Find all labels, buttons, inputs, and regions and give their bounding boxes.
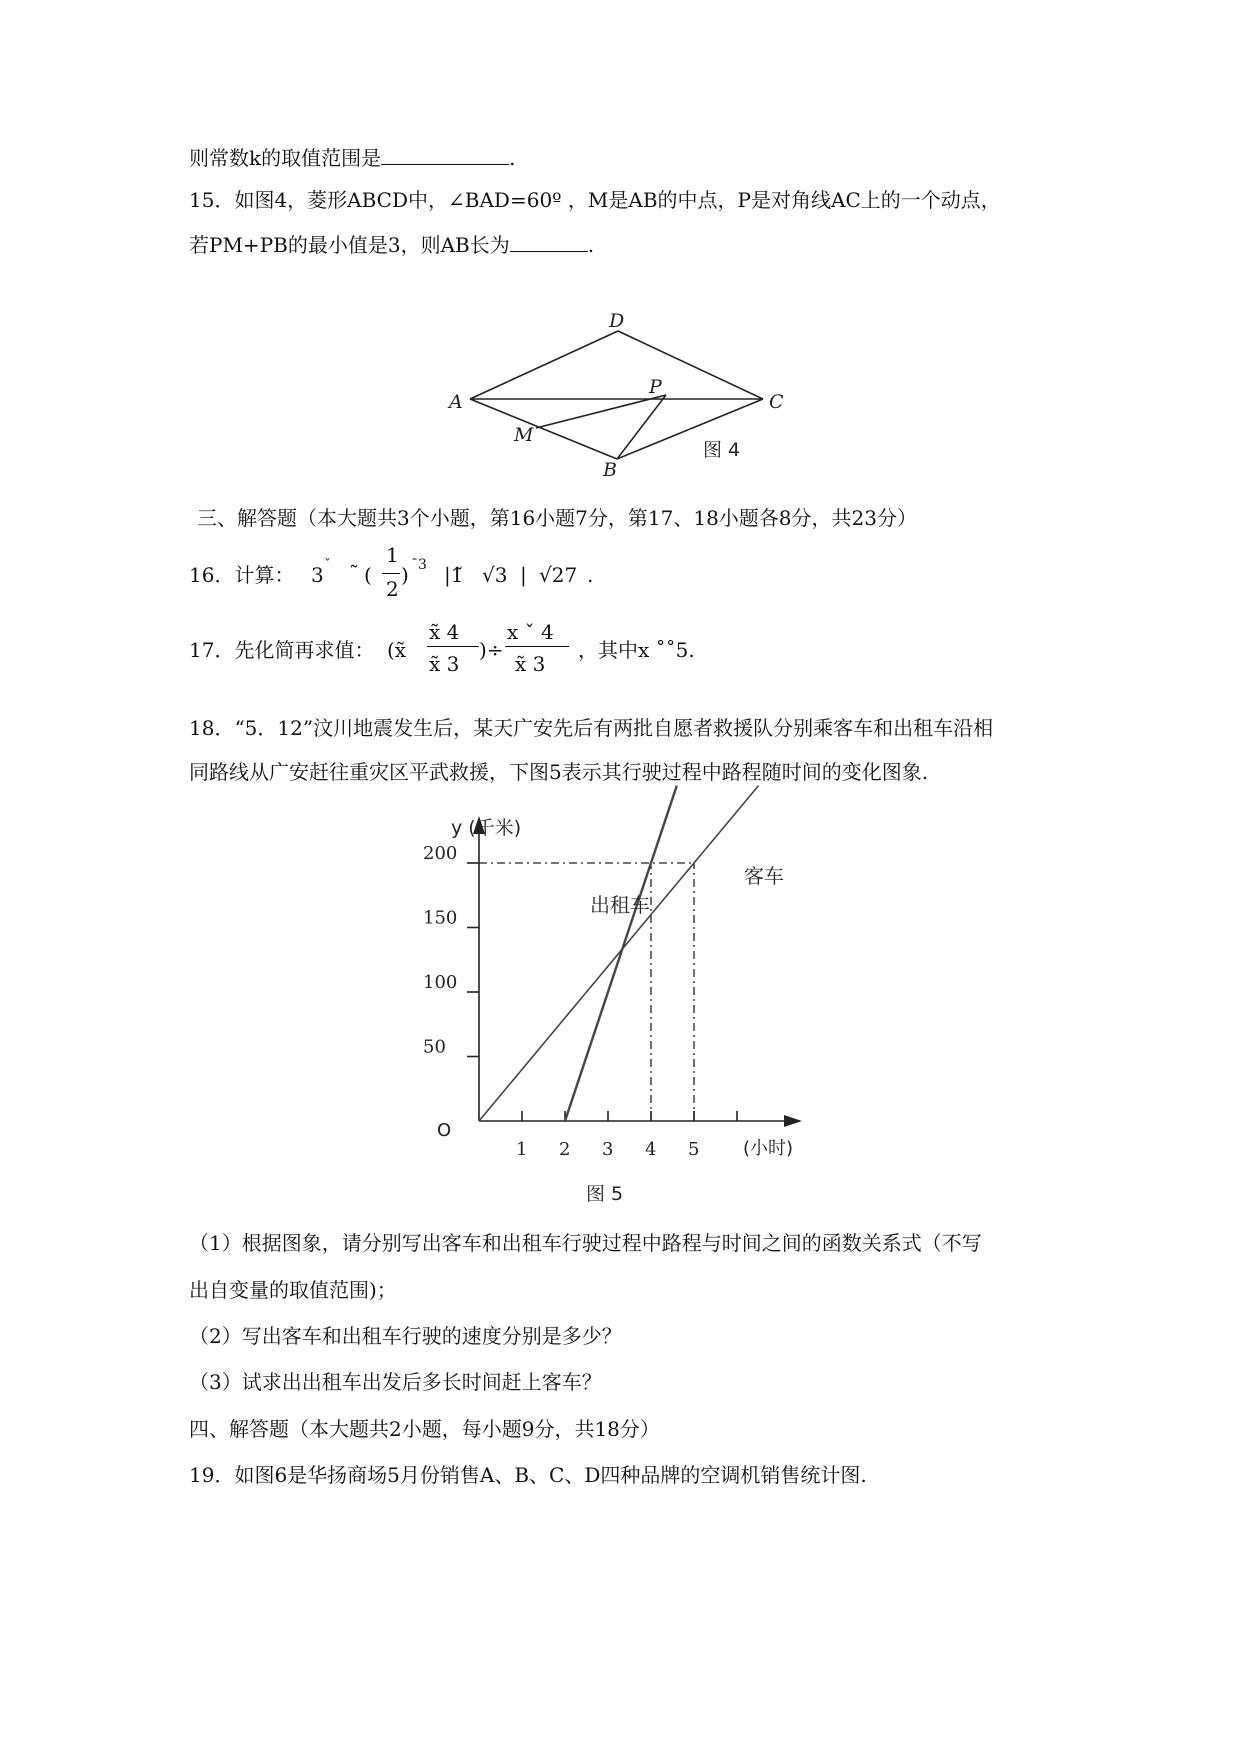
- q18-part2: （2）写出客车和出租车行驶的速度分别是多少？: [189, 1324, 622, 1348]
- y-tick-label-50: 50: [423, 1036, 446, 1058]
- label-A: A: [449, 391, 463, 413]
- label-B: B: [603, 459, 617, 481]
- y-tick-label-200: 200: [423, 843, 458, 864]
- q18-line2: 同路线从广安赶往重灾区平武救援，下图5表示其行驶过程中路程随时间的变化图象.: [189, 760, 929, 784]
- label-P: P: [649, 376, 662, 398]
- q18-part1-line1: （1）根据图象，请分别写出客车和出租车行驶过程中路程与时间之间的函数关系式（不写: [189, 1231, 982, 1255]
- figure-4-caption: 图 4: [703, 439, 741, 461]
- x-tick-label-1: 1: [516, 1139, 528, 1160]
- x-tick-label-2: 2: [559, 1139, 571, 1160]
- x-tick-label-4: 4: [645, 1139, 657, 1160]
- series-label-taxi: 出租车: [590, 893, 650, 917]
- section-3-heading: 三、解答题（本大题共3个小题，第16小题7分，第17、18小题各8分，共23分）: [197, 506, 917, 530]
- x-tick-label-3: 3: [602, 1139, 614, 1160]
- y-tick-label-150: 150: [423, 907, 458, 929]
- series-line-2: [565, 786, 677, 1121]
- q15-line1: 15．如图4，菱形ABCD中，∠BAD=60º ，M是AB的中点，P是对角线AC上的一个动点，: [189, 188, 1001, 212]
- label-D: D: [609, 310, 625, 332]
- q19: 19．如图6是华扬商场5月份销售A、B、C、D四种品牌的空调机销售统计图.: [189, 1463, 867, 1487]
- x-axis-arrow: [784, 1115, 802, 1127]
- y-axis-label: y (千米): [451, 817, 522, 839]
- series-label-bus: 客车: [744, 864, 784, 888]
- q15-line2: 若PM+PB的最小值是3，则AB长为 .: [189, 233, 595, 257]
- section-4-heading: 四、解答题（本大题共2小题，每小题9分，共18分）: [189, 1417, 660, 1441]
- label-C: C: [769, 391, 784, 413]
- y-tick-label-100: 100: [423, 972, 458, 993]
- q18-part1-line2: 出自变量的取值范围)；: [189, 1278, 397, 1302]
- x-axis-label: (小时): [743, 1138, 794, 1159]
- figure-5-caption: 图 5: [586, 1183, 624, 1205]
- x-tick-label-5: 5: [688, 1139, 700, 1160]
- q18-line1: 18．“5．12”汶川地震发生后，某天广安先后有两批自愿者救援队分别乘客车和出租车沿相: [189, 716, 994, 740]
- q14-tail: 则常数k的取值范围是 .: [189, 146, 516, 170]
- origin-label: O: [437, 1120, 452, 1141]
- label-M: M: [514, 424, 534, 446]
- q18-part3: （3）试求出出租车出发后多长时间赶上客车？: [189, 1370, 602, 1394]
